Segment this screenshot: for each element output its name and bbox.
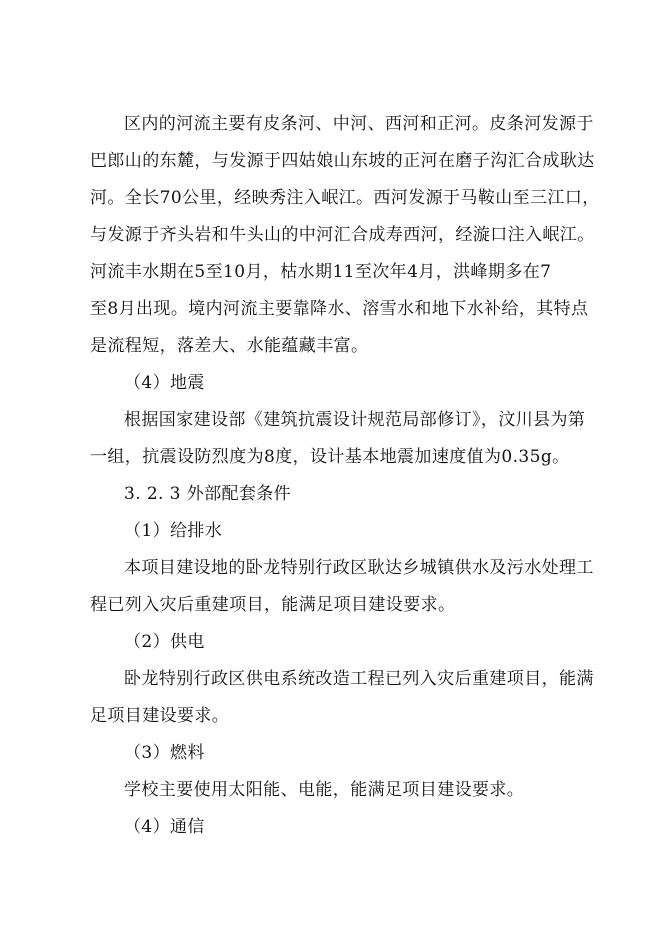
rivers-paragraph-line-1: 区内的河流主要有皮条河、中河、西河和正河。皮条河发源于: [124, 114, 594, 134]
fuel-heading: （3）燃料: [124, 743, 205, 763]
rivers-paragraph-line-5: 河流丰水期在5至10月，枯水期11至次年4月，洪峰期多在7: [90, 262, 552, 282]
rivers-paragraph-line-4: 与发源于齐头岩和牛头山的中河汇合成寿西河，经漩口注入岷江。: [90, 225, 595, 245]
power-supply-paragraph-line-1: 卧龙特别行政区供电系统改造工程已列入灾后重建项目，能满: [124, 669, 594, 689]
earthquake-heading: （4）地震: [124, 373, 205, 393]
rivers-paragraph-line-7: 是流程短，落差大、水能蕴藏丰富。: [90, 336, 369, 356]
fuel-paragraph-line-1: 学校主要使用太阳能、电能，能满足项目建设要求。: [124, 780, 525, 800]
external-conditions-heading: 3. 2. 3 外部配套条件: [124, 484, 292, 504]
rivers-paragraph-line-3: 河。全长70公里，经映秀注入岷江。西河发源于马鞍山至三江口，: [90, 188, 600, 208]
water-supply-paragraph-line-1: 本项目建设地的卧龙特别行政区耿达乡城镇供水及污水处理工: [124, 558, 594, 578]
telecom-heading: （4）通信: [124, 817, 205, 837]
earthquake-paragraph-line-2: 一组，抗震设防烈度为8度，设计基本地震加速度值为0.35g。: [90, 447, 570, 467]
earthquake-paragraph-line-1: 根据国家建设部《建筑抗震设计规范局部修订》，汶川县为第: [124, 410, 586, 430]
water-supply-heading: （1）给排水: [124, 521, 223, 541]
rivers-paragraph-line-2: 巴郎山的东麓，与发源于四姑娘山东坡的正河在磨子沟汇合成耿达: [90, 151, 595, 171]
rivers-paragraph-line-6: 至8月出现。境内河流主要靠降水、溶雪水和地下水补给，其特点: [90, 299, 589, 319]
water-supply-paragraph-line-2: 程已列入灾后重建项目，能满足项目建设要求。: [90, 595, 456, 615]
power-supply-heading: （2）供电: [124, 632, 205, 652]
power-supply-paragraph-line-2: 足项目建设要求。: [90, 706, 230, 726]
